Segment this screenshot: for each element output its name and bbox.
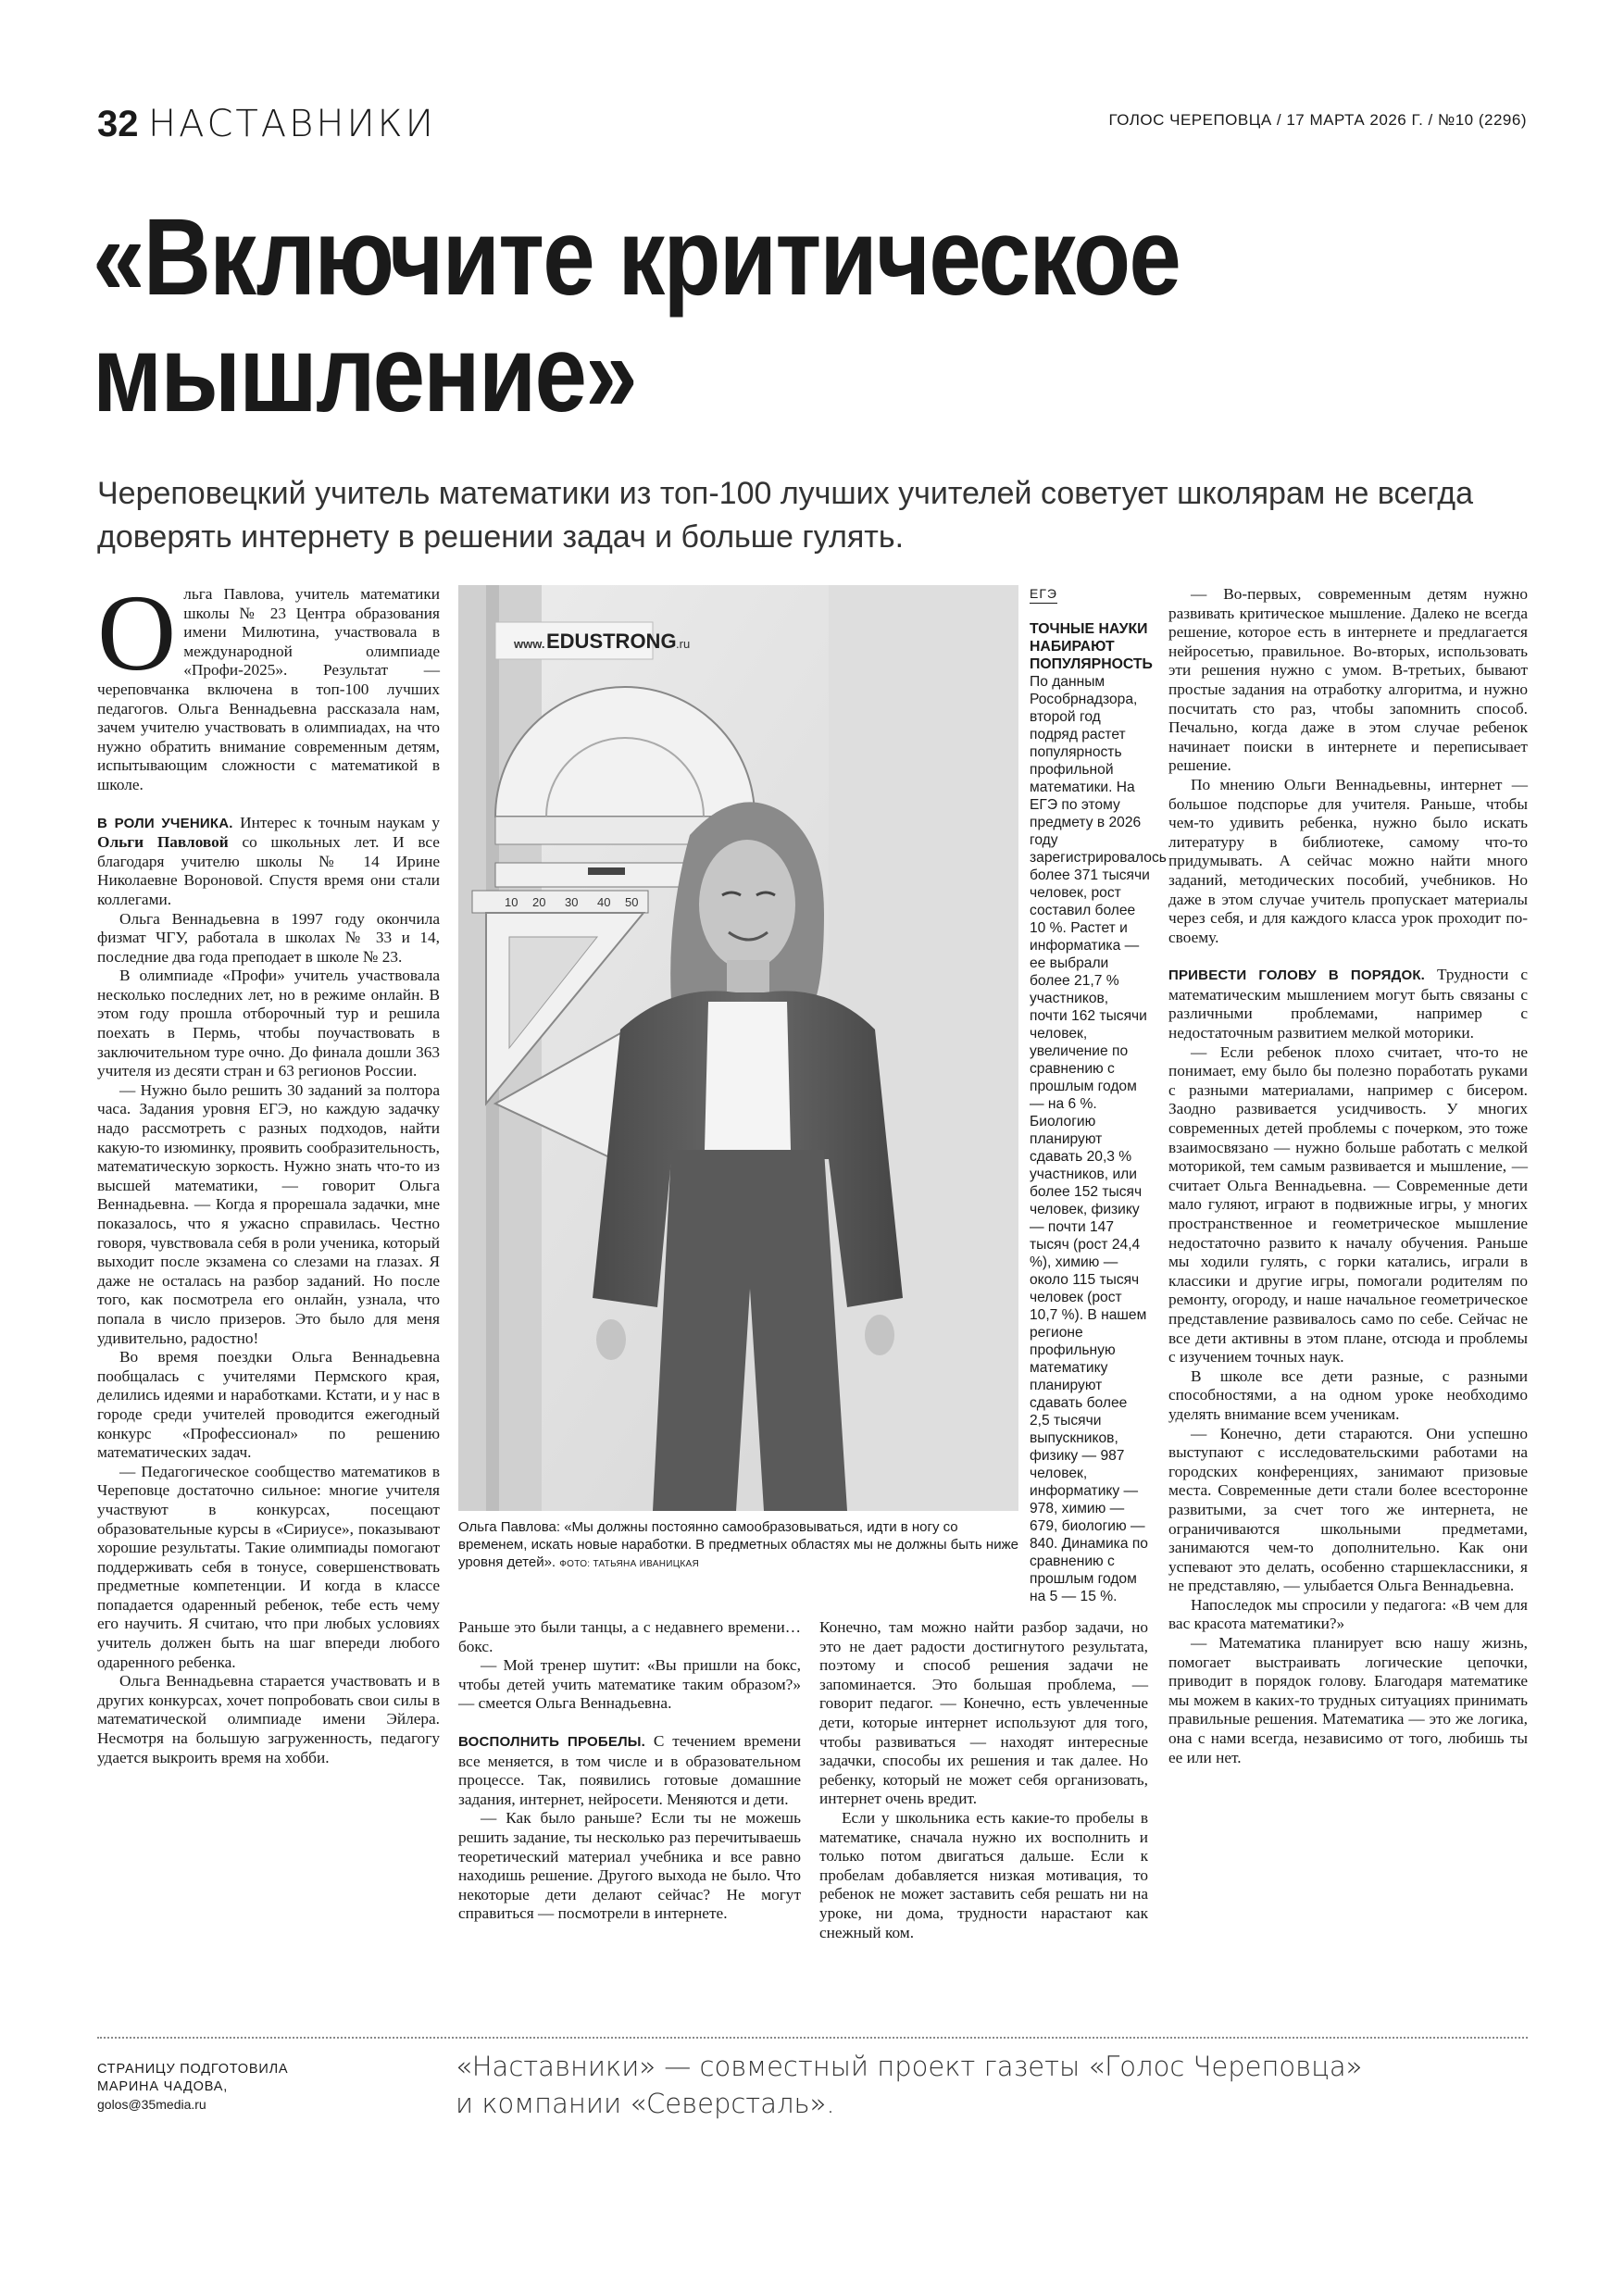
ruler-mark: 50 [625,895,639,909]
paragraph: — Математика планирует всю нашу жизнь, помогает выстраивать логические цепочки, приводит в порядок голову. Благодаря математике мы можем в каких-то трудных ситуациях принимать правильные решения. Математика — это же логика, она с нами всегда, независимо от того, любишь ты ее или нет. [1168,1634,1528,1766]
dropcap: О [97,572,177,693]
paragraph: — Если ребенок плохо считает, что-то не понимает, ему было бы полезно поработать руками с разными материалами, например с бисером. Заодно развивается усидчивость. У многих современных детей проблемы с почерком, это тоже взаимосвязано — нужно больше работать с мелкой моторикой, тем самым развивается и мышление, — считает Ольга Веннадьевна. — Современные дети мало гуляют, играют в подвижные игры, у многих пространственное и геометрическое мышление недостаточно развито к началу обучения. Раньше мы ходили гулять, с горки катались, играли в классики и другие игры, помогали родителям по ремонту, огороду, и наше начальное геометрическое представление развивалось само по себе. Сейчас не все дети активны в этом плане, отсюда и проблемы с изучением точных наук. [1168,1042,1528,1366]
face [699,840,795,969]
paragraph [97,814,440,910]
sidebar-tag: ЕГЭ [1030,585,1057,604]
paragraph [1168,966,1528,1042]
paragraph: — Во-первых, современным детям нужно развивать критическое мышление. Далеко не всегда решение, которое есть в интернете и предлагается нейросетью, правильное. Во-вторых, использовать эти решения нужно с умом. В-третьих, бывают простые задания на отработку алгоритма, и нужно посчитать сто раз, чтобы запомнить способ. Печально, когда даже в этом случае ребенок начинает поиски в интернете и переписывает решение. [1168,585,1528,775]
article-column-3 [819,1618,1148,1942]
headline-line-2: мышление» [93,313,636,435]
article-column-1 [97,572,440,1767]
paragraph: По мнению Ольги Веннадьевны, интернет — большое подспорье для учителя. Раньше, чтобы чем-то удивить ребенка, нужно было искать литературу в библиотеке, самому что-то придумывать. А сейчас можно найти много заданий, методических пособий, учебников. Но даже в этом случае учитель пропускает материалы через себя, и для каждого класса урок проходит по-своему. [1168,775,1528,946]
paragraph: — Конечно, дети стараются. Они успешно выступают с исследовательскими работами на городских конференциях, занимают призовые места. Современные дети стали более всесторонне развитыми, за счет того же интернета, не ограничиваются школьными предметами, занимаются чем-то дополнительно. Как они успевают это делать, особенно старшеклассники, я не представляю, — улыбается Ольга Веннадьевна. [1168,1424,1528,1595]
sidebar-text: По данным Рособрнадзора, второй год подряд растет популярность профильной математики. На ЕГЭ по этому предмету в 2026 году зарегистрировалось более 371 тысячи человек, рост составил более 10 %. Растет и информатика — ее выбрали более 21,7 % участников, почти 162 тысячи человек, увеличение по сравнению с прошлым годом — на 6 %. Биологию планируют сдавать 20,3 % участников, или более 152 тысяч человек, физику — почти 147 тысяч (рост 24,4 %), химию — около 115 тысяч человек (рост 10,7 %). В нашем регионе профильную математику планируют сдавать более 2,5 тысячи выпускников, физику — 987 человек, информатику — 978, химию — 679, биологию — 840. Динамика по сравнению с прошлым годом на 5 — 15 %. [1030,674,1167,1604]
sidebar-title-line-1: ТОЧНЫЕ НАУКИ [1030,621,1148,637]
project-note-line-2: и компании «Северсталь». [456,2088,835,2119]
paragraph: Напоследок мы спросили у педагога: «В чем для вас красота математики?» [1168,1595,1528,1633]
subheading-role: В РОЛИ УЧЕНИКА. [97,815,233,831]
sidebar-ege [1030,585,1167,1605]
lead-paragraph: Череповецкий учитель математики из топ-100 лучших учителей советует школярам не всегда доверять интернету в решении задач и больше гулять. [97,476,1474,555]
prepared-by-line-1: СТРАНИЦУ ПОДГОТОВИЛА [97,2062,289,2077]
intro-text: льга Павлова, учитель математики школы № 23 Центра образования имени Милютина, участвовала в международной олимпиаде «Профи-2025». Результат — череповчанка включена в топ-100 лучших педагогов. Ольга Веннадьевна рассказала нам, зачем учителю участвовать в олимпиадах, на что нужно обратить внимание современным детям, испытывающим сложности с математикой в школе. [97,585,440,793]
sidebar-title-line-2: НАБИРАЮТ [1030,639,1115,655]
paragraph-text: Интерес к точным наукам у [240,813,440,831]
paragraph: Ольга Веннадьевна в 1997 году окончила физмат ЧГУ, работала в школах № 33 и 14, последние два года преподает в школе № 23. [97,909,440,966]
caption-text: Ольга Павлова: «Мы должны постоянно самообразовываться, идти в ногу со временем, искать новые наработки. В предметных областях мы не должны быть ниже уровня детей». [458,1519,1018,1570]
publication-line: ГОЛОС ЧЕРЕПОВЦА / 17 МАРТА 2026 Г. / №10 (2296) [1108,111,1527,129]
photo-caption [458,1518,1018,1573]
paragraph: Во время поездки Ольга Веннадьевна пообщалась с учителями Пермского края, делились идеями и наработками. Кстати, и у нас в городе среди учителей проводится ежегодный конкурс «Профессионал» по решению математических задач. [97,1348,440,1462]
poster-brand: EDUSTRONG [546,630,677,653]
subheading-head: ПРИВЕСТИ ГОЛОВУ В ПОРЯДОК. [1168,967,1426,984]
footer-divider [97,2037,1528,2039]
paragraph: — Мой тренер шутит: «Вы пришли на бокс, чтобы детей учить математике таким образом?» — смеется Ольга Веннадьевна. [458,1656,801,1713]
ruler-mark: 20 [532,895,546,909]
teacher-photo [458,585,1018,1511]
prepared-by-line-2: МАРИНА ЧАДОВА, [97,2079,229,2094]
photo-credit: ФОТО: ТАТЬЯНА ИВАНИЦКАЯ [559,1559,700,1569]
paragraph: В олимпиаде «Профи» учитель участвовала несколько последних лет, но в режиме онлайн. В этом году прошла отборочный тур и решила поехать в Пермь, чтобы поучаствовать в заключительном туре очно. До финала дошли 363 учителя из десяти стран и 63 регионов России. [97,967,440,1080]
paragraph: — Педагогическое сообщество математиков в Череповце достаточно сильное: многие учителя участвуют в конкурсах, посещают образовательные курсы в «Сириусе», показывают хорошие результаты. Такие олимпиады помогают поддерживать себя в тонусе, совершенствовать предметные компетенции. И когда в классе попадается одаренный ребенок, тебе есть чему его научить. Я считаю, что при любых условиях учитель должен быть на шаг впереди любого одаренного ребенка. [97,1462,440,1671]
intro-paragraph [97,572,440,795]
paragraph [458,1732,801,1809]
paragraph: — Как было раньше? Если ты не можешь решить задание, ты несколько раз перечитываешь теоретический материал учебника и все равно находишь решение. Другого выхода не было. Что некоторые дети делают сейчас? Не могут справиться — посмотрели в интернете. [458,1809,801,1923]
paragraph: Раньше это были танцы, а с недавнего времени… бокс. [458,1618,801,1655]
subheading-gaps: ВОСПОЛНИТЬ ПРОБЕЛЫ. [458,1733,646,1750]
paragraph: Если у школьника есть какие-то пробелы в математике, сначала нужно их восполнить и только потом двигаться дальше. Если к пробелам добавляется низкая мотивация, то ребенок не может заставить себя решать ни на уроке, ни дома, трудности нарастают как снежный ком. [819,1808,1148,1941]
poster-domain: .ru [676,637,691,651]
paragraph-text: С течением времени все меняется, в том числе и в образовательном процессе. Так, появились готовые домашние задания, интернет, нейросети. Меняются и дети. [458,1731,801,1808]
paragraph: В школе все дети разные, с разными способностями, а на одном уроке необходимо уделять внимание всем ученикам. [1168,1366,1528,1423]
headline-line-1: «Включите критическое [93,196,1181,318]
footer-email: golos@35media.ru [97,2097,206,2112]
ruler-mark: 10 [505,895,518,909]
paragraph-text: со школьных лет. И все благодаря учителю школы № 14 Ирине Николаевне Вороновой. Спустя время они стали коллегами. [97,833,440,908]
ruler-mark: 40 [597,895,611,909]
headline [93,196,1335,435]
sidebar-title-line-3: ПОПУЛЯРНОСТЬ [1030,656,1153,672]
project-note [456,2048,1381,2122]
bold-name: Ольги Павловой [97,833,229,852]
paragraph: Ольга Веннадьевна старается участвовать и в других конкурсах, хочет попробовать свои силы в математической олимпиаде имени Эйлера. Несмотря на большую загруженность, педагогу удается выкроить время на хобби. [97,1672,440,1766]
project-note-line-1: «Наставники» — совместный проект газеты «Голос Череповца» [456,2051,1363,2082]
article-column-4 [1168,585,1528,1767]
paragraph: Конечно, там можно найти разбор задачи, но это не дает радости достигнутого результата, поэтому и способ решения задачи не запоминается. Это большая проблема, — говорит педагог. — Конечно, есть увлеченные дети, которые интернет используют для того, чтобы развиваться — находят интересные задачки, способы их решения и так далее. Но ребенку, который не может себя организовать, интернет очень вредит. [819,1618,1148,1808]
article-column-2 [458,1618,801,1924]
paragraph: — Нужно было решить 30 заданий за полтора часа. Задания уровня ЕГЭ, но каждую задачку надо рассмотреть с разных подходов, найти какую-то изюминку, проявить сообразительность, математическую зоркость. Нужно знать что-то из высшей математики, — говорит Ольга Веннадьевна. — Когда я прорешала задачки, мне показалось, что я ужасно справилась. Честно говоря, чувствовала себя в роли ученика, который выходит после экзамена со слезами на глазах. Я даже не осталась на разбор заданий. Но после того, как посмотрела его онлайн, узнала, что попала в число призеров. Это было для меня удивительно, радостно! [97,1080,440,1347]
photo-illustration [458,585,1018,1511]
paragraph-text: Трудности с математическим мышлением могут быть связаны с различными проблемами, например с недостаточным развитием мелкой моторики. [1168,966,1528,1042]
section-title: НАСТАВНИКИ [148,103,436,145]
ruler-mark: 30 [565,895,579,909]
poster-url: www. [514,637,545,651]
footer-credits [97,2061,288,2114]
page-number: 32 [97,104,139,144]
